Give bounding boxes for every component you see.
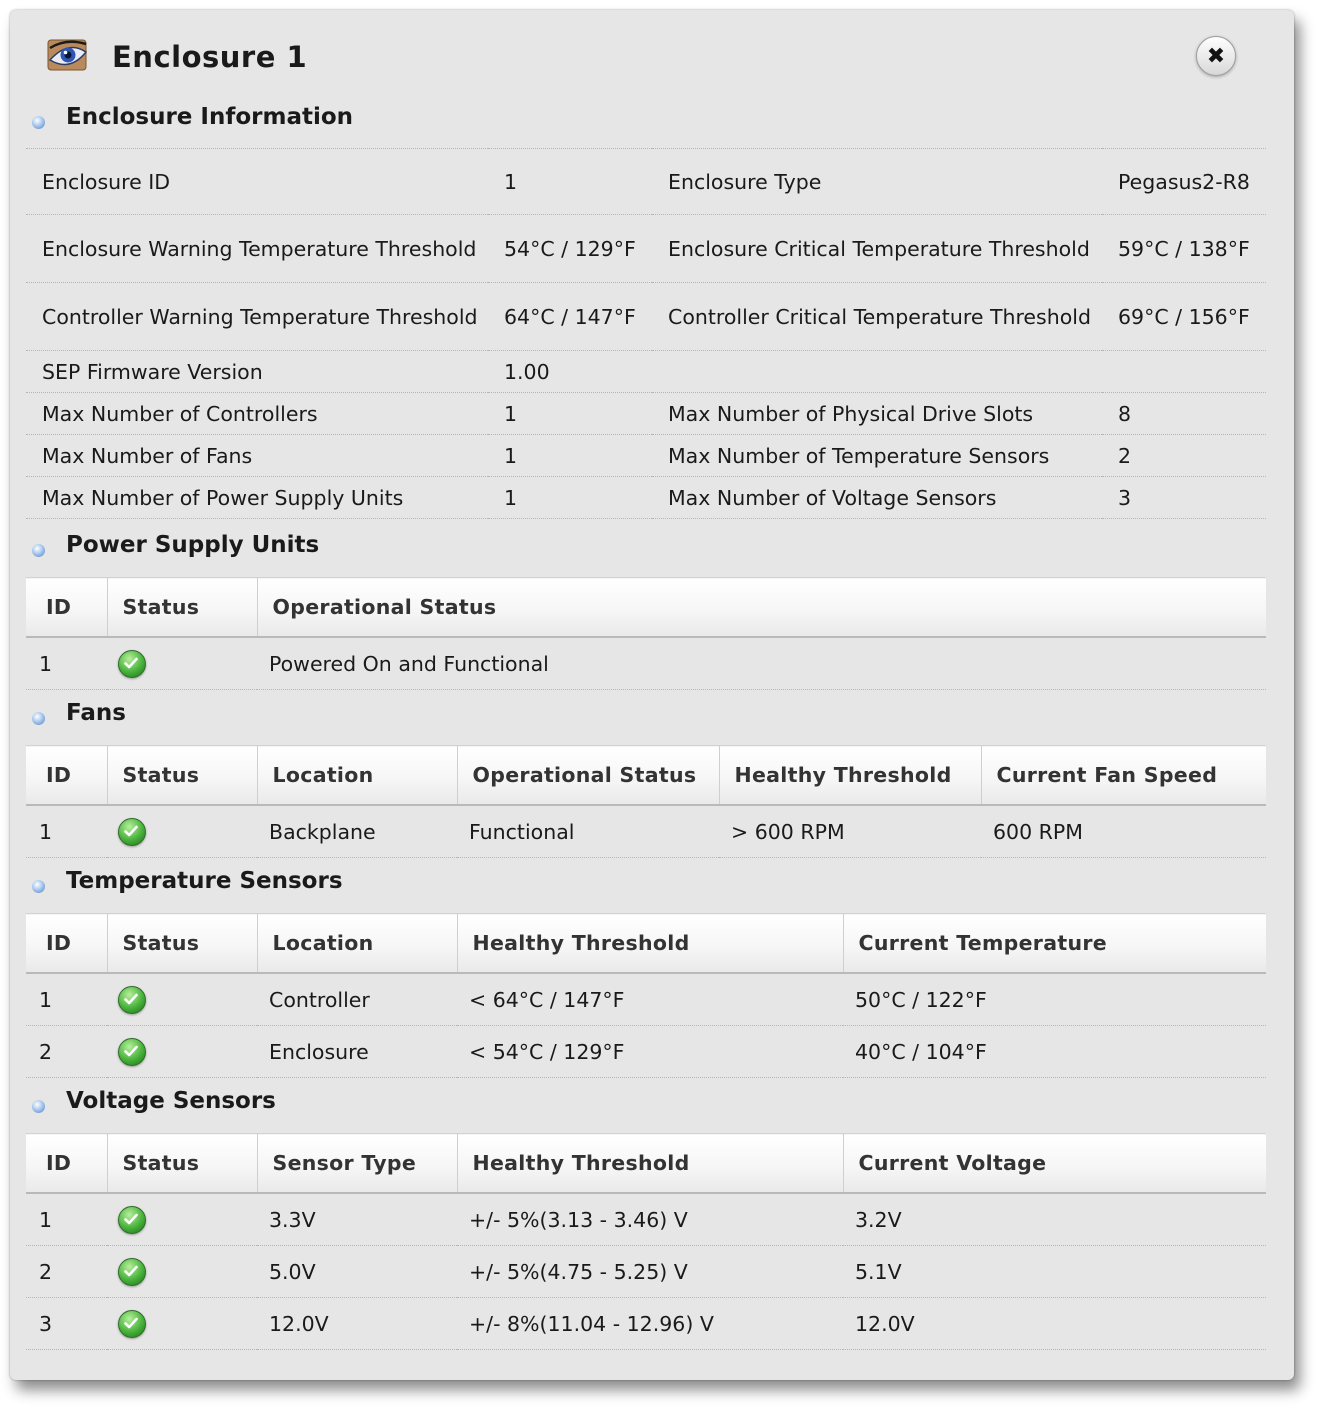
row-sensor-type: 5.0V [257,1246,457,1298]
row-location: Backplane [257,805,457,858]
info-value: 59°C / 138°F [1102,215,1266,283]
info-label: Max Number of Fans [26,435,488,477]
column-header: ID [26,1134,107,1194]
row-current-speed: 600 RPM [981,805,1266,858]
table-row [26,805,1266,858]
column-header: Operational Status [457,746,719,806]
row-status [107,1246,257,1298]
column-header: Healthy Threshold [719,746,981,806]
info-label: Max Number of Physical Drive Slots [652,393,1102,435]
temperature-table [26,913,1266,1078]
info-label: Enclosure Warning Temperature Threshold [26,215,488,283]
table-row [26,637,1266,690]
column-header: Status [107,914,257,974]
column-header: Location [257,746,457,806]
row-location: Controller [257,973,457,1026]
info-value: 8 [1102,393,1266,435]
info-value: 3 [1102,477,1266,519]
info-row [26,351,1266,393]
row-current: 12.0V [843,1298,1266,1350]
row-status [107,637,257,690]
info-value: 64°C / 147°F [488,283,652,351]
row-operational-status: Functional [457,805,719,858]
row-healthy-threshold: +/- 5%(3.13 - 3.46) V [457,1193,843,1246]
column-header: Current Fan Speed [981,746,1266,806]
info-value: 1 [488,477,652,519]
section-title: Fans [66,700,126,726]
row-status [107,1298,257,1350]
column-header: Status [107,1134,257,1194]
row-current: 40°C / 104°F [843,1026,1266,1078]
info-row [26,477,1266,519]
info-label: Controller Critical Temperature Threshold [652,283,1102,351]
column-header: Healthy Threshold [457,1134,843,1194]
info-value: 69°C / 156°F [1102,283,1266,351]
status-ok-icon [118,818,146,846]
status-ok-icon [118,1258,146,1286]
section-bullet-icon [32,544,45,557]
info-label: Max Number of Voltage Sensors [652,477,1102,519]
info-row [26,435,1266,477]
table-row [26,1246,1266,1298]
row-id: 1 [26,1193,107,1246]
row-healthy-threshold: > 600 RPM [719,805,981,858]
dialog-title: Enclosure 1 [112,40,308,74]
row-healthy-threshold: < 64°C / 147°F [457,973,843,1026]
section-title: Temperature Sensors [66,868,343,894]
section-bullet-icon [32,880,45,893]
row-current: 50°C / 122°F [843,973,1266,1026]
voltage-table [26,1133,1266,1350]
row-id: 3 [26,1298,107,1350]
info-row [26,283,1266,351]
section-title: Voltage Sensors [66,1088,276,1114]
section-bullet-icon [32,116,45,129]
row-healthy-threshold: +/- 5%(4.75 - 5.25) V [457,1246,843,1298]
row-id: 2 [26,1246,107,1298]
info-label [652,351,1102,393]
info-label: Enclosure Critical Temperature Threshold [652,215,1102,283]
section-title: Enclosure Information [66,104,354,130]
row-id: 1 [26,637,107,690]
info-value [1102,351,1266,393]
close-button[interactable] [1196,36,1236,76]
status-ok-icon [118,1206,146,1234]
column-header: Current Voltage [843,1134,1266,1194]
column-header: Healthy Threshold [457,914,843,974]
section-title: Power Supply Units [66,532,320,558]
enclosure-info-table [26,148,1266,519]
table-row [26,973,1266,1026]
info-label: Max Number of Power Supply Units [26,477,488,519]
row-status [107,1193,257,1246]
column-header: ID [26,578,107,638]
info-value: 1 [488,149,652,215]
row-healthy-threshold: < 54°C / 129°F [457,1026,843,1078]
row-current: 5.1V [843,1246,1266,1298]
row-current: 3.2V [843,1193,1266,1246]
row-id: 1 [26,805,107,858]
eye-icon [46,38,90,78]
row-id: 2 [26,1026,107,1078]
column-header: Status [107,746,257,806]
power-supply-table [26,577,1266,690]
row-id: 1 [26,973,107,1026]
info-value: 1 [488,393,652,435]
info-label: Max Number of Controllers [26,393,488,435]
table-row [26,1298,1266,1350]
table-row [26,1193,1266,1246]
row-status [107,805,257,858]
status-ok-icon [118,650,146,678]
table-row [26,1026,1266,1078]
column-header: Sensor Type [257,1134,457,1194]
info-row [26,393,1266,435]
row-status [107,1026,257,1078]
column-header: ID [26,914,107,974]
status-ok-icon [118,986,146,1014]
column-header: ID [26,746,107,806]
row-status [107,973,257,1026]
info-label: SEP Firmware Version [26,351,488,393]
info-value: 1.00 [488,351,652,393]
section-bullet-icon [32,712,45,725]
row-operational-status: Powered On and Functional [257,637,1266,690]
column-header: Operational Status [257,578,1266,638]
info-row [26,149,1266,215]
enclosure-dialog [10,10,1294,1380]
info-value: 54°C / 129°F [488,215,652,283]
column-header: Status [107,578,257,638]
close-icon: ✖ [1206,43,1226,69]
row-healthy-threshold: +/- 8%(11.04 - 12.96) V [457,1298,843,1350]
status-ok-icon [118,1310,146,1338]
title-bar [10,10,1294,110]
info-label: Enclosure Type [652,149,1102,215]
info-label: Controller Warning Temperature Threshold [26,283,488,351]
row-location: Enclosure [257,1026,457,1078]
info-label: Enclosure ID [26,149,488,215]
info-row [26,215,1266,283]
info-value: 2 [1102,435,1266,477]
column-header: Location [257,914,457,974]
info-value: 1 [488,435,652,477]
status-ok-icon [118,1038,146,1066]
fans-table [26,745,1266,858]
column-header: Current Temperature [843,914,1266,974]
info-value: Pegasus2-R8 [1102,149,1266,215]
section-bullet-icon [32,1100,45,1113]
row-sensor-type: 12.0V [257,1298,457,1350]
row-sensor-type: 3.3V [257,1193,457,1246]
info-label: Max Number of Temperature Sensors [652,435,1102,477]
